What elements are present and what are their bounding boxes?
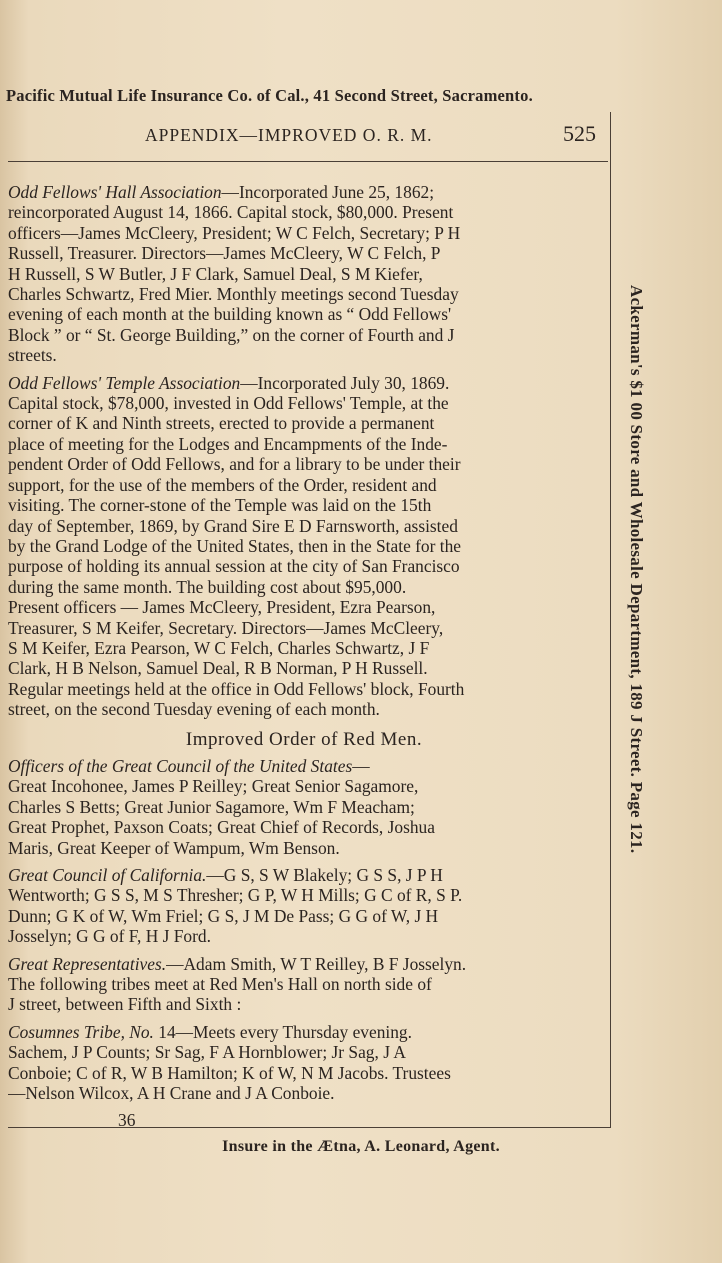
paragraph <box>8 954 600 1015</box>
folio-number: 36 <box>118 1110 136 1131</box>
paragraph <box>8 373 600 720</box>
text-line: Wentworth; G S S, M S Thresher; G P, W H Mills; G C of R, S P. <box>8 885 463 906</box>
paragraph <box>8 182 600 366</box>
text-line: evening of each month at the building known as “ Odd Fellows' <box>8 304 452 325</box>
text-line: Great Prophet, Paxson Coats; Great Chief of Records, Joshua <box>8 817 435 838</box>
text-line: pendent Order of Odd Fellows, and for a library to be under their <box>8 454 461 475</box>
text-frame <box>8 112 611 1131</box>
paragraphs-group-2 <box>8 756 600 1104</box>
text-line: street, on the second Tuesday evening of each month. <box>8 699 380 720</box>
text-line: Dunn; G K of W, Wm Friel; G S, J M De Pass; G G of W, J H <box>8 905 439 926</box>
text-line: during the same month. The building cost about $95,000. <box>8 576 407 597</box>
text-line: by the Grand Lodge of the United States, then in the State for the <box>8 535 462 556</box>
top-advertisement: Pacific Mutual Life Insurance Co. of Cal., 41 Second Street, Sacramento. <box>6 86 533 105</box>
text-line: Conboie; C of R, W B Hamilton; K of W, N M Jacobs. Trustees <box>8 1062 451 1083</box>
paragraph <box>8 865 600 947</box>
paragraph <box>8 1022 600 1104</box>
text-line: Odd Fellows' Temple Association—Incorporated July 30, 1869. <box>8 372 450 393</box>
text-line: Maris, Great Keeper of Wampum, Wm Benson. <box>8 837 340 858</box>
text-line: Sachem, J P Counts; Sr Sag, F A Hornblower; Jr Sag, J A <box>8 1042 406 1063</box>
text-line: streets. <box>8 345 57 366</box>
text-line: Regular meetings held at the office in Odd Fellows' block, Fourth <box>8 678 465 699</box>
text-line: visiting. The corner-stone of the Temple was laid on the 15th <box>8 495 432 516</box>
text-line: day of September, 1869, by Grand Sire E D Farnsworth, assisted <box>8 515 458 536</box>
text-line: Josselyn; G G of F, H J Ford. <box>8 926 211 947</box>
text-line: J street, between Fifth and Sixth : <box>8 994 242 1015</box>
text-line: Clark, H B Nelson, Samuel Deal, R B Norman, P H Russell. <box>8 658 428 679</box>
text-line: Russell, Treasurer. Directors—James McCleery, W C Felch, P <box>8 243 441 264</box>
text-line: place of meeting for the Lodges and Encampments of the Inde- <box>8 433 448 454</box>
paragraph <box>8 756 600 858</box>
text-line: S M Keifer, Ezra Pearson, W C Felch, Charles Schwartz, J F <box>8 637 430 658</box>
bottom-advertisement: Insure in the Ætna, A. Leonard, Agent. <box>222 1138 500 1155</box>
text-line: Odd Fellows' Hall Association—Incorporated June 25, 1862; <box>8 182 435 202</box>
text-line: corner of K and Ninth streets, erected to provide a permanent <box>8 413 435 434</box>
text-line: reincorporated August 14, 1866. Capital stock, $80,000. Present <box>8 202 454 223</box>
text-line: Treasurer, S M Keifer, Secretary. Directors—James McCleery, <box>8 617 444 638</box>
text-line: Great Representatives.—Adam Smith, W T Reilley, B F Josselyn. <box>8 953 467 974</box>
text-line: officers—James McCleery, President; W C Felch, Secretary; P H <box>8 222 461 243</box>
text-line: Charles Schwartz, Fred Mier. Monthly meetings second Tuesday <box>8 284 459 305</box>
text-line: Capital stock, $78,000, invested in Odd Fellows' Temple, at the <box>8 393 449 414</box>
text-line: Officers of the Great Council of the United States— <box>8 755 370 776</box>
section-heading: Improved Order of Red Men. <box>185 728 423 750</box>
text-line: Present officers — James McCleery, President, Ezra Pearson, <box>8 597 436 618</box>
paragraphs-group-1 <box>8 182 600 720</box>
text-line: —Nelson Wilcox, A H Crane and J A Conboie. <box>8 1083 335 1104</box>
header-title: APPENDIX—IMPROVED O. R. M. <box>145 125 433 145</box>
body-text <box>8 182 600 1131</box>
header-rule <box>8 161 608 162</box>
text-line: purpose of holding its annual session at the city of San Francisco <box>8 556 460 577</box>
text-line: Block ” or “ St. George Building,” on the corner of Fourth and J <box>8 324 455 345</box>
text-line: H Russell, S W Butler, J F Clark, Samuel Deal, S M Kiefer, <box>8 263 423 284</box>
page-number: 525 <box>563 121 596 146</box>
text-line: The following tribes meet at Red Men's Hall on north side of <box>8 974 432 995</box>
side-advertisement: Ackerman's $1 00 Store and Wholesale Department, 189 J Street. Page 121. <box>627 285 646 854</box>
running-header <box>8 121 608 155</box>
text-line: support, for the use of the members of the Order, resident and <box>8 474 437 495</box>
text-line: Great Incohonee, James P Reilley; Great Senior Sagamore, <box>8 776 419 797</box>
text-line: Charles S Betts; Great Junior Sagamore, Wm F Meacham; <box>8 796 415 817</box>
text-line: Great Council of California.—G S, S W Blakely; G S S, J P H <box>8 865 443 885</box>
text-line: Cosumnes Tribe, No. 14—Meets every Thursday evening. <box>8 1021 412 1042</box>
